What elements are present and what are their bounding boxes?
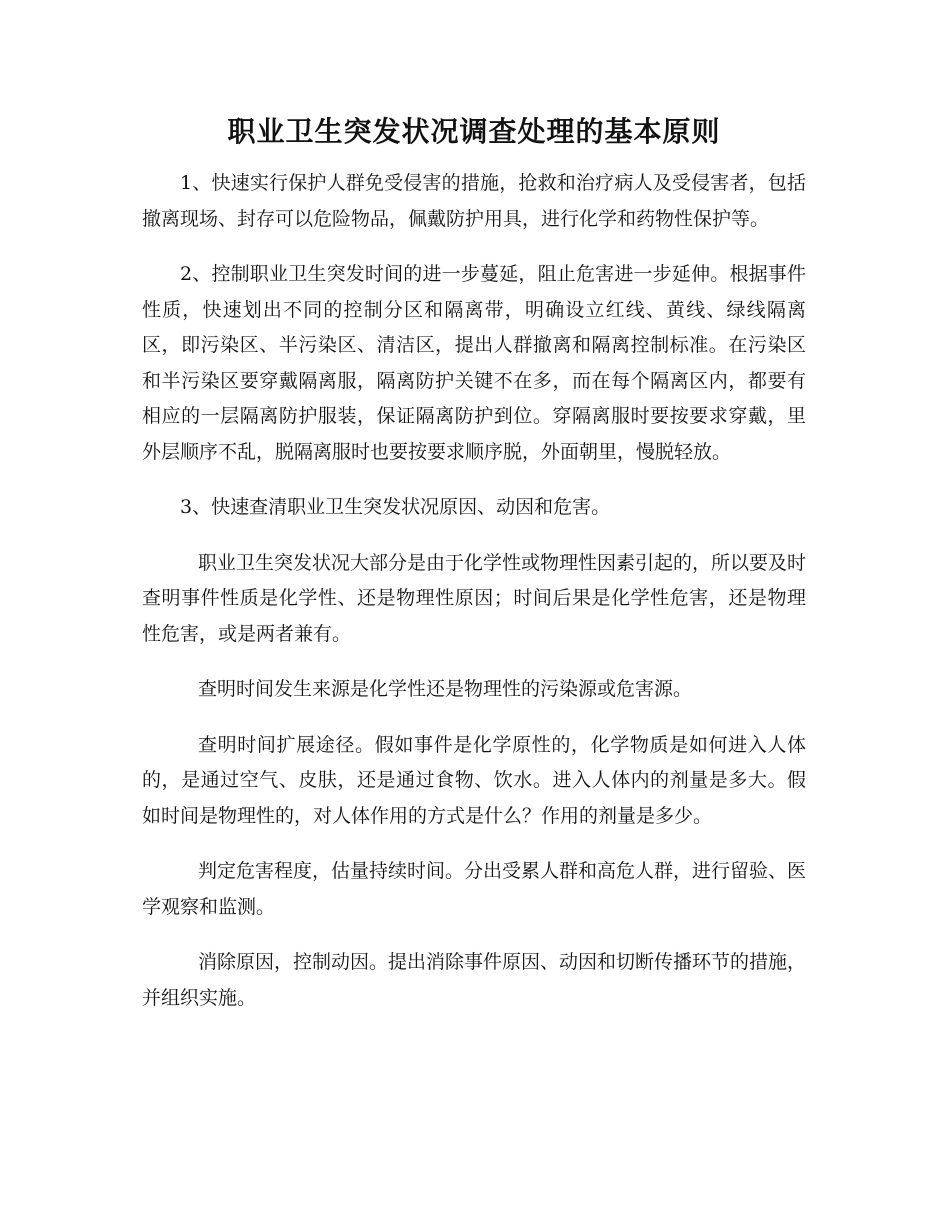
paragraph-6: 查明时间扩展途径。假如事件是化学原性的，化学物质是如何进入人体的，是通过空气、皮肤，还是通过食物、饮水。进入人体内的剂量是多大。假如时间是物理性的，对人体作用的方式是什么？作用的剂量是多少。 [142, 733, 806, 827]
paragraph-3: 3、快速查清职业卫生突发状况原因、动因和危害。 [180, 496, 611, 518]
document-page [142, 112, 806, 1036]
paragraph-1: 1、快速实行保护人群免受侵害的措施，抢救和治疗病人及受侵害者，包括撤离现场、封存可以危险物品，佩戴防护用具，进行化学和药物性保护等。 [142, 172, 806, 230]
document-title: 职业卫生突发状况调查处理的基本原则 [227, 115, 721, 148]
paragraph-5: 查明时间发生来源是化学性还是物理性的污染源或危害源。 [198, 678, 693, 700]
paragraph-8: 消除原因，控制动因。提出消除事件原因、动因和切断传播环节的措施，并组织实施。 [142, 951, 807, 1009]
paragraph-4: 职业卫生突发状况大部分是由于化学性或物理性因素引起的，所以要及时查明事件性质是化学性、还是物理性原因；时间后果是化学性危害，还是物理性危害，或是两者兼有。 [142, 551, 807, 645]
paragraph-2: 2、控制职业卫生突发时间的进一步蔓延，阻止危害进一步延伸。根据事件性质，快速划出不同的控制分区和隔离带，明确设立红线、黄线、绿线隔离区，即污染区、半污染区、清洁区，提出人群撤离和隔离控制标准。在污染区和半污染区要穿戴隔离服，隔离防护关键不在多，而在每个隔离区内，都要有相应的一层隔离防护服装，保证隔离防护到位。穿隔离服时要按要求穿戴，里外层顺序不乱，脱隔离服时也要按要求顺序脱，外面朝里，慢脱轻放。 [142, 263, 806, 463]
paragraph-7: 判定危害程度，估量持续时间。分出受累人群和高危人群，进行留验、医学观察和监测。 [142, 860, 807, 918]
